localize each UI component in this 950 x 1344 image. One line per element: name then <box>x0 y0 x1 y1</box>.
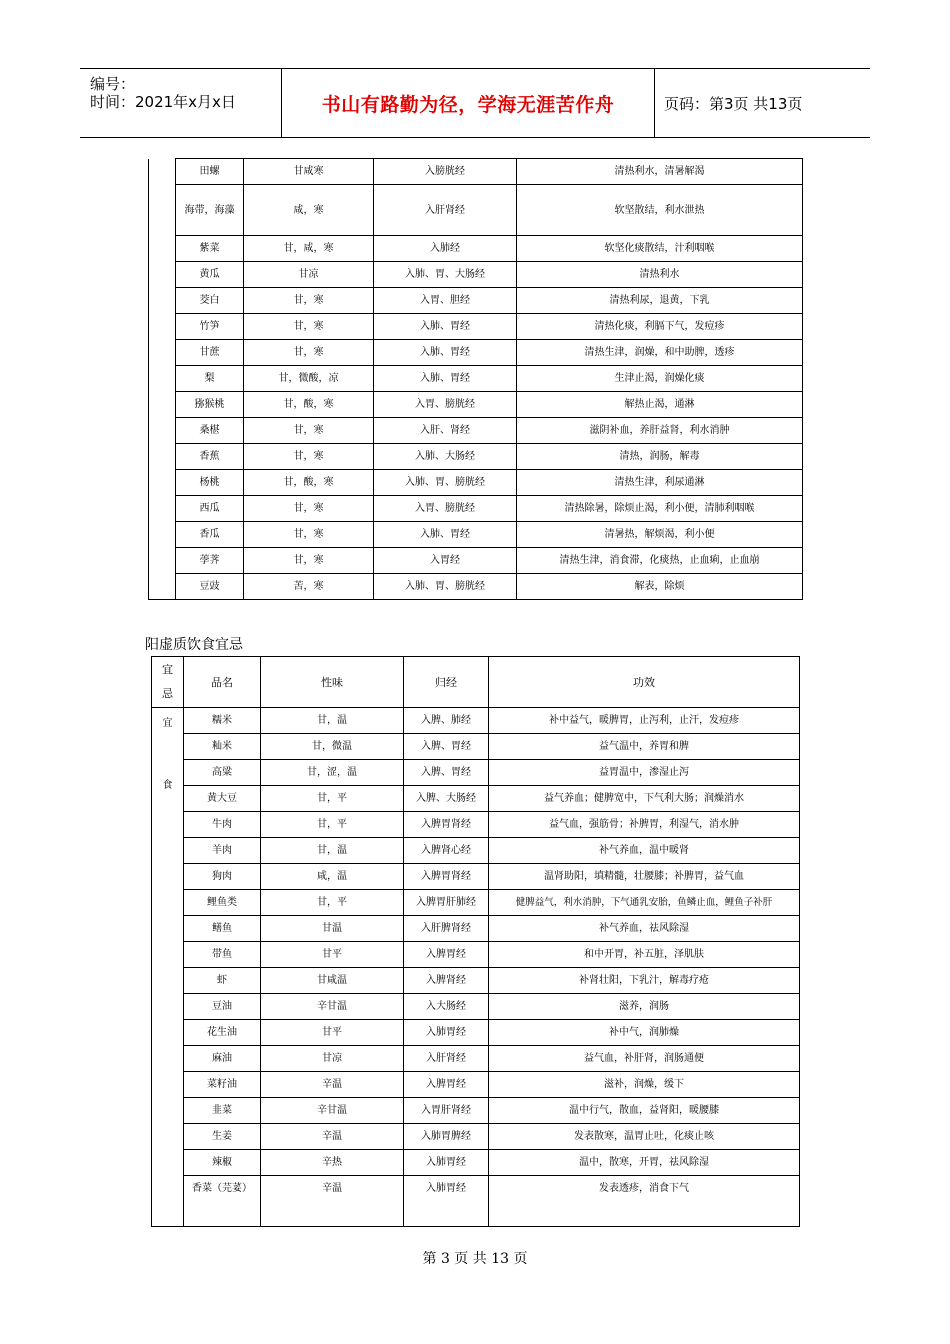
table-row <box>152 812 800 838</box>
table-row <box>149 392 803 418</box>
food-name-cell: 辣椒 <box>184 1150 261 1176</box>
food-name-cell: 海带，海藻 <box>176 185 244 236</box>
effect-cell: 清热生津，润燥，和中助脾，透疹 <box>517 340 803 366</box>
table-row <box>152 968 800 994</box>
header-yi: 宜 <box>162 663 173 676</box>
category-label: 食 <box>162 780 173 791</box>
food-name-cell: 牛肉 <box>184 812 261 838</box>
table-row <box>149 522 803 548</box>
meridian-cell: 入脾、大肠经 <box>404 786 489 812</box>
table-row <box>152 786 800 812</box>
food-name-cell: 豆豉 <box>176 574 244 600</box>
table-row <box>152 1046 800 1072</box>
food-name-cell: 羊肉 <box>184 838 261 864</box>
meridian-cell: 入肺、胃经 <box>374 522 517 548</box>
table-row <box>152 734 800 760</box>
meridian-cell: 入肝脾肾经 <box>404 916 489 942</box>
meridian-cell: 入肝、肾经 <box>374 418 517 444</box>
table-row <box>152 708 800 734</box>
effect-cell: 益气血，强筋骨；补脾胃，利湿气，消水肿 <box>489 812 800 838</box>
table-row <box>152 1020 800 1046</box>
category-cell <box>149 470 176 496</box>
code-label: 编号： <box>90 75 136 93</box>
taste-cell: 甘，寒 <box>244 314 374 340</box>
meridian-cell: 入肺胃经 <box>404 1176 489 1227</box>
category-cell <box>149 574 176 600</box>
page-header <box>80 68 870 138</box>
effect-cell: 软坚化痰散结，汁利咽喉 <box>517 236 803 262</box>
taste-cell: 甘，寒 <box>244 522 374 548</box>
meridian-cell: 入脾胃肾经 <box>404 864 489 890</box>
food-name-cell: 虾 <box>184 968 261 994</box>
food-name-cell: 菜籽油 <box>184 1072 261 1098</box>
table-row <box>149 496 803 522</box>
food-name-cell: 麻油 <box>184 1046 261 1072</box>
table-row <box>152 1150 800 1176</box>
food-name-cell: 杨桃 <box>176 470 244 496</box>
effect-cell: 滋阴补血，养肝益肾，利水消肿 <box>517 418 803 444</box>
effect-cell: 滋养，润肠 <box>489 994 800 1020</box>
taste-cell: 甘，平 <box>261 812 404 838</box>
table-row <box>152 1176 800 1227</box>
effect-cell: 补中气，润肺燥 <box>489 1020 800 1046</box>
effect-cell: 清暑热，解烦渴，利小便 <box>517 522 803 548</box>
taste-cell: 甘，涩，温 <box>261 760 404 786</box>
food-name-cell: 甘蔗 <box>176 340 244 366</box>
taste-cell: 辛温 <box>261 1176 404 1227</box>
effect-cell: 滋补，润燥，缓下 <box>489 1072 800 1098</box>
table-row <box>152 942 800 968</box>
meridian-cell: 入胃、膀胱经 <box>374 392 517 418</box>
effect-cell: 健脾益气，利水消肿，下气通乳安胎，鱼鳞止血，鲤鱼子补肝 <box>489 890 800 916</box>
category-cell <box>149 314 176 340</box>
taste-cell: 甘凉 <box>261 1046 404 1072</box>
food-name-cell: 西瓜 <box>176 496 244 522</box>
effect-cell: 益气血，补肝肾，润肠通便 <box>489 1046 800 1072</box>
taste-cell: 甘，寒 <box>244 548 374 574</box>
category-cell <box>149 159 176 185</box>
meridian-cell: 入肺经 <box>374 236 517 262</box>
food-name-cell: 生姜 <box>184 1124 261 1150</box>
taste-cell: 甘，温 <box>261 708 404 734</box>
taste-cell: 咸，温 <box>261 864 404 890</box>
date-label: 时间：2021年x月x日 <box>90 93 236 111</box>
effect-cell: 解表，除烦 <box>517 574 803 600</box>
table-row <box>149 340 803 366</box>
section-title: 阳虚质饮食宜忌 <box>145 637 243 653</box>
category-cell <box>149 366 176 392</box>
taste-cell: 甘，寒 <box>244 288 374 314</box>
category-cell <box>149 340 176 366</box>
category-cell <box>149 185 176 236</box>
category-cell <box>149 262 176 288</box>
effect-cell: 补气养血，祛风除湿 <box>489 916 800 942</box>
category-cell <box>149 522 176 548</box>
food-name-cell: 田螺 <box>176 159 244 185</box>
category-cell <box>149 496 176 522</box>
table-row <box>152 1072 800 1098</box>
table-row <box>149 159 803 185</box>
food-name-cell: 鲤鱼类 <box>184 890 261 916</box>
taste-cell: 辛热 <box>261 1150 404 1176</box>
meridian-cell: 入肺胃经 <box>404 1150 489 1176</box>
meridian-cell: 入肺胃经 <box>404 1020 489 1046</box>
food-name-cell: 梨 <box>176 366 244 392</box>
header-effect: 功效 <box>489 657 800 708</box>
meridian-cell: 入胃、膀胱经 <box>374 496 517 522</box>
food-name-cell: 花生油 <box>184 1020 261 1046</box>
table-row <box>152 890 800 916</box>
taste-cell: 甘，平 <box>261 890 404 916</box>
page-footer: 第 3 页 共 13 页 <box>422 1251 528 1267</box>
effect-cell: 补肾壮阳，下乳汁，解毒疗疮 <box>489 968 800 994</box>
table-row <box>152 916 800 942</box>
taste-cell: 甘温 <box>261 916 404 942</box>
effect-cell: 解热止渴，通淋 <box>517 392 803 418</box>
page-indicator: 页码：第3页 共13页 <box>664 94 803 113</box>
category-cell <box>149 444 176 470</box>
table-row <box>152 994 800 1020</box>
table-row <box>152 1124 800 1150</box>
taste-cell: 辛甘温 <box>261 994 404 1020</box>
table-row <box>149 418 803 444</box>
effect-cell: 清热生津，消食滞，化痰热，止血痢，止血崩 <box>517 548 803 574</box>
food-name-cell: 紫菜 <box>176 236 244 262</box>
meridian-cell: 入脾胃肾经 <box>404 812 489 838</box>
meridian-cell: 入肺、胃、膀胱经 <box>374 470 517 496</box>
taste-cell: 甘咸温 <box>261 968 404 994</box>
category-cell <box>149 548 176 574</box>
yang-deficiency-food-table <box>151 656 800 1227</box>
table-row <box>149 314 803 340</box>
meridian-cell: 入胃、胆经 <box>374 288 517 314</box>
table-row <box>149 185 803 236</box>
taste-cell: 辛温 <box>261 1072 404 1098</box>
food-name-cell: 籼米 <box>184 734 261 760</box>
meridian-cell: 入肺、大肠经 <box>374 444 517 470</box>
table-row <box>152 1098 800 1124</box>
table-row <box>149 288 803 314</box>
effect-cell: 清热利尿，退黄，下乳 <box>517 288 803 314</box>
meridian-cell: 入肝肾经 <box>374 185 517 236</box>
meridian-cell: 入脾肾经 <box>404 968 489 994</box>
category-cell <box>152 708 184 1227</box>
table-row <box>149 548 803 574</box>
taste-cell: 甘平 <box>261 1020 404 1046</box>
category-cell <box>149 418 176 444</box>
meridian-cell: 入胃经 <box>374 548 517 574</box>
taste-cell: 甘，酸，寒 <box>244 392 374 418</box>
meridian-cell: 入大肠经 <box>404 994 489 1020</box>
taste-cell: 甘，微酸，凉 <box>244 366 374 392</box>
meridian-cell: 入肺、胃经 <box>374 366 517 392</box>
taste-cell: 甘，寒 <box>244 340 374 366</box>
table-row <box>149 574 803 600</box>
meridian-cell: 入脾胃经 <box>404 942 489 968</box>
food-name-cell: 桑椹 <box>176 418 244 444</box>
effect-cell: 温肾助阳，填精髓，壮腰膝；补脾胃，益气血 <box>489 864 800 890</box>
meridian-cell: 入脾、胃经 <box>404 760 489 786</box>
category-cell <box>149 288 176 314</box>
taste-cell: 辛温 <box>261 1124 404 1150</box>
effect-cell: 清热利水 <box>517 262 803 288</box>
food-name-cell: 香瓜 <box>176 522 244 548</box>
taste-cell: 甘咸寒 <box>244 159 374 185</box>
food-name-cell: 黄大豆 <box>184 786 261 812</box>
taste-cell: 甘，咸，寒 <box>244 236 374 262</box>
taste-cell: 甘，寒 <box>244 418 374 444</box>
taste-cell: 甘，寒 <box>244 444 374 470</box>
effect-cell: 益气养血；健脾宽中，下气利大肠；润燥消水 <box>489 786 800 812</box>
food-name-cell: 香蕉 <box>176 444 244 470</box>
food-name-cell: 香菜（芫荽） <box>184 1176 261 1227</box>
effect-cell: 益气温中，养胃和脾 <box>489 734 800 760</box>
table-row <box>149 262 803 288</box>
effect-cell: 补中益气，暖脾胃，止泻利，止汗，发痘疹 <box>489 708 800 734</box>
meridian-cell: 入脾胃经 <box>404 1072 489 1098</box>
effect-cell: 清热生津，利尿通淋 <box>517 470 803 496</box>
meridian-cell: 入肺、胃、膀胱经 <box>374 574 517 600</box>
effect-cell: 清热化痰，利膈下气，发痘疹 <box>517 314 803 340</box>
food-name-cell: 带鱼 <box>184 942 261 968</box>
table-row <box>152 838 800 864</box>
meridian-cell: 入肺、胃、大肠经 <box>374 262 517 288</box>
effect-cell: 发表散寒，温胃止吐，化痰止咳 <box>489 1124 800 1150</box>
taste-cell: 辛甘温 <box>261 1098 404 1124</box>
effect-cell: 清热，润肠，解毒 <box>517 444 803 470</box>
effect-cell: 发表透疹，消食下气 <box>489 1176 800 1227</box>
meridian-cell: 入肺胃脾经 <box>404 1124 489 1150</box>
header-ji: 忌 <box>162 687 173 700</box>
food-name-cell: 荸荠 <box>176 548 244 574</box>
header-meridian: 归经 <box>404 657 489 708</box>
table-row <box>152 864 800 890</box>
effect-cell: 清热利水，清暑解渴 <box>517 159 803 185</box>
taste-cell: 苦，寒 <box>244 574 374 600</box>
taste-cell: 甘，微温 <box>261 734 404 760</box>
taste-cell: 甘，寒 <box>244 496 374 522</box>
table-header-row <box>152 657 800 708</box>
meridian-cell: 入脾、胃经 <box>404 734 489 760</box>
table-row <box>152 760 800 786</box>
meridian-cell: 入膀胱经 <box>374 159 517 185</box>
food-name-cell: 茭白 <box>176 288 244 314</box>
effect-cell: 和中开胃，补五脏，泽肌肤 <box>489 942 800 968</box>
food-name-cell: 韭菜 <box>184 1098 261 1124</box>
food-name-cell: 糯米 <box>184 708 261 734</box>
meridian-cell: 入肺、胃经 <box>374 340 517 366</box>
effect-cell: 补气养血，温中暖肾 <box>489 838 800 864</box>
taste-cell: 甘，酸，寒 <box>244 470 374 496</box>
taste-cell: 甘，温 <box>261 838 404 864</box>
effect-cell: 生津止渴，润燥化痰 <box>517 366 803 392</box>
meridian-cell: 入脾肾心经 <box>404 838 489 864</box>
food-table-1 <box>148 158 803 600</box>
motto: 书山有路勤为径，学海无涯苦作舟 <box>281 69 655 137</box>
meridian-cell: 入肺、胃经 <box>374 314 517 340</box>
category-label: 宜 <box>162 718 173 729</box>
effect-cell: 温中，散寒，开胃，祛风除湿 <box>489 1150 800 1176</box>
taste-cell: 甘凉 <box>244 262 374 288</box>
header-name: 品名 <box>184 657 261 708</box>
food-name-cell: 黄瓜 <box>176 262 244 288</box>
effect-cell: 软坚散结，利水泄热 <box>517 185 803 236</box>
table-row <box>149 236 803 262</box>
table-row <box>149 444 803 470</box>
food-name-cell: 狗肉 <box>184 864 261 890</box>
table-row <box>149 366 803 392</box>
header-meta <box>80 69 280 137</box>
taste-cell: 咸，寒 <box>244 185 374 236</box>
category-cell <box>149 392 176 418</box>
taste-cell: 甘平 <box>261 942 404 968</box>
food-name-cell: 豆油 <box>184 994 261 1020</box>
effect-cell: 益胃温中，渗湿止泻 <box>489 760 800 786</box>
food-name-cell: 鳝鱼 <box>184 916 261 942</box>
taste-cell: 甘，平 <box>261 786 404 812</box>
food-name-cell: 竹笋 <box>176 314 244 340</box>
effect-cell: 温中行气，散血，益肾阳，暖腰膝 <box>489 1098 800 1124</box>
meridian-cell: 入胃肝肾经 <box>404 1098 489 1124</box>
header-yi-ji <box>152 657 184 708</box>
food-name-cell: 猕猴桃 <box>176 392 244 418</box>
meridian-cell: 入脾、肺经 <box>404 708 489 734</box>
meridian-cell: 入脾胃肝肺经 <box>404 890 489 916</box>
food-name-cell: 高粱 <box>184 760 261 786</box>
table-row <box>149 470 803 496</box>
effect-cell: 清热除暑，除烦止渴，利小便，清肺利咽喉 <box>517 496 803 522</box>
category-cell <box>149 236 176 262</box>
meridian-cell: 入肝肾经 <box>404 1046 489 1072</box>
header-taste: 性味 <box>261 657 404 708</box>
